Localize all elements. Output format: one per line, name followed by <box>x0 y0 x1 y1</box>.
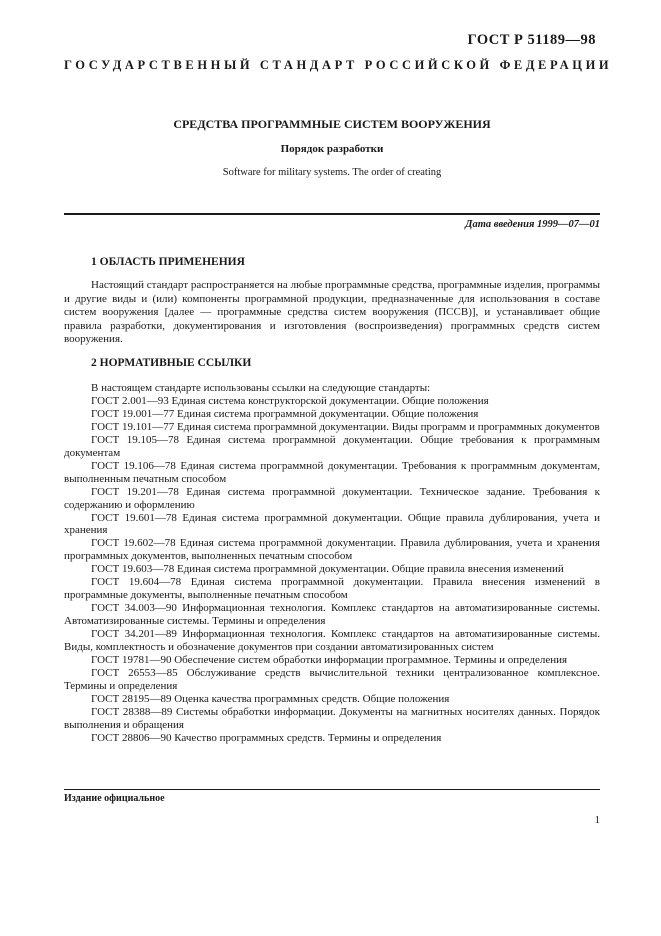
reference-item: ГОСТ 19.106—78 Единая система программной документации. Требования к программным документам, выполненным печатным способом <box>64 459 600 485</box>
references-list <box>64 382 600 745</box>
reference-item: ГОСТ 28806—90 Качество программных средств. Термины и определения <box>91 731 442 744</box>
edition-label: Издание официальное <box>64 793 165 804</box>
reference-item: ГОСТ 34.003—90 Информационная технология. Комплекс стандартов на автоматизированные системы. Автоматизированные системы. Термины и определения <box>64 602 600 628</box>
reference-item: ГОСТ 19.601—78 Единая система программной документации. Общие правила дублирования, учета и хранения <box>64 511 600 537</box>
standard-code: ГОСТ Р 51189—98 <box>467 32 596 48</box>
reference-item: ГОСТ 28388—89 Системы обработки информации. Документы на магнитных носителях данных. Порядок выполнения и обращения <box>64 705 600 731</box>
reference-item: ГОСТ 19.001—77 Единая система программной документации. Общие положения <box>91 407 479 420</box>
reference-item: ГОСТ 19.604—78 Единая система программной документации. Правила внесения изменений в программные документы, выполненные печатным способом <box>64 576 600 602</box>
reference-item: ГОСТ 19781—90 Обеспечение систем обработки информации программное. Термины и определения <box>91 654 568 667</box>
reference-item: ГОСТ 19.603—78 Единая система программной документации. Общие правила внесения изменений <box>91 563 564 576</box>
section-2-heading: 2 НОРМАТИВНЫЕ ССЫЛКИ <box>91 357 252 369</box>
footer-divider <box>64 789 600 790</box>
reference-item: ГОСТ 26553—85 Обслуживание средств вычислительной техники централизованное комплексное. Термины и определения <box>64 666 600 692</box>
document-subtitle: Порядок разработки <box>280 143 384 155</box>
state-standard-banner <box>64 58 613 73</box>
title-divider <box>64 213 600 215</box>
reference-item: ГОСТ 28195—89 Оценка качества программных средств. Общие положения <box>91 692 450 705</box>
reference-item: ГОСТ 19.602—78 Единая система программной документации. Правила дублирования, учета и хранения программных документов, выполненных печатным способом <box>64 537 600 563</box>
reference-item: ГОСТ 19.101—77 Единая система программной документации. Виды программ и программных документов <box>91 420 600 433</box>
reference-item: ГОСТ 19.201—78 Единая система программной документации. Техническое задание. Требования к содержанию и оформлению <box>64 485 600 511</box>
intro-date: Дата введения 1999—07—01 <box>465 219 600 230</box>
english-title: Software for military systems. The order of creating <box>222 167 442 178</box>
page-number: 1 <box>594 814 600 826</box>
state-standard-banner-text: ГОСУДАРСТВЕННЫЙ СТАНДАРТ РОССИЙСКОЙ ФЕДЕРАЦИИ <box>64 58 613 72</box>
section-1-heading: 1 ОБЛАСТЬ ПРИМЕНЕНИЯ <box>91 256 245 268</box>
reference-item: ГОСТ 19.105—78 Единая система программной документации. Общие требования к программным документам <box>64 433 600 459</box>
references-intro: В настоящем стандарте использованы ссылки на следующие стандарты: <box>91 382 431 394</box>
section-1-text: Настоящий стандарт распространяется на любые программные средства, программные изделия, программы и другие виды и (или) компоненты программной продукции, предназначенные для использования в составе систем вооружения [далее — программные средства систем вооружения (ПССВ)], и устанавливает общие правила разработки, документирования и изготовления (воспроизведения) программных средств систем вооружения. <box>64 279 600 346</box>
reference-item: ГОСТ 34.201—89 Информационная технология. Комплекс стандартов на автоматизированные системы. Виды, комплектность и обозначение документов при создании автоматизированных систем <box>64 628 600 654</box>
reference-item: ГОСТ 2.001—93 Единая система конструкторской документации. Общие положения <box>91 394 489 407</box>
document-title: СРЕДСТВА ПРОГРАММНЫЕ СИСТЕМ ВООРУЖЕНИЯ <box>173 117 491 131</box>
